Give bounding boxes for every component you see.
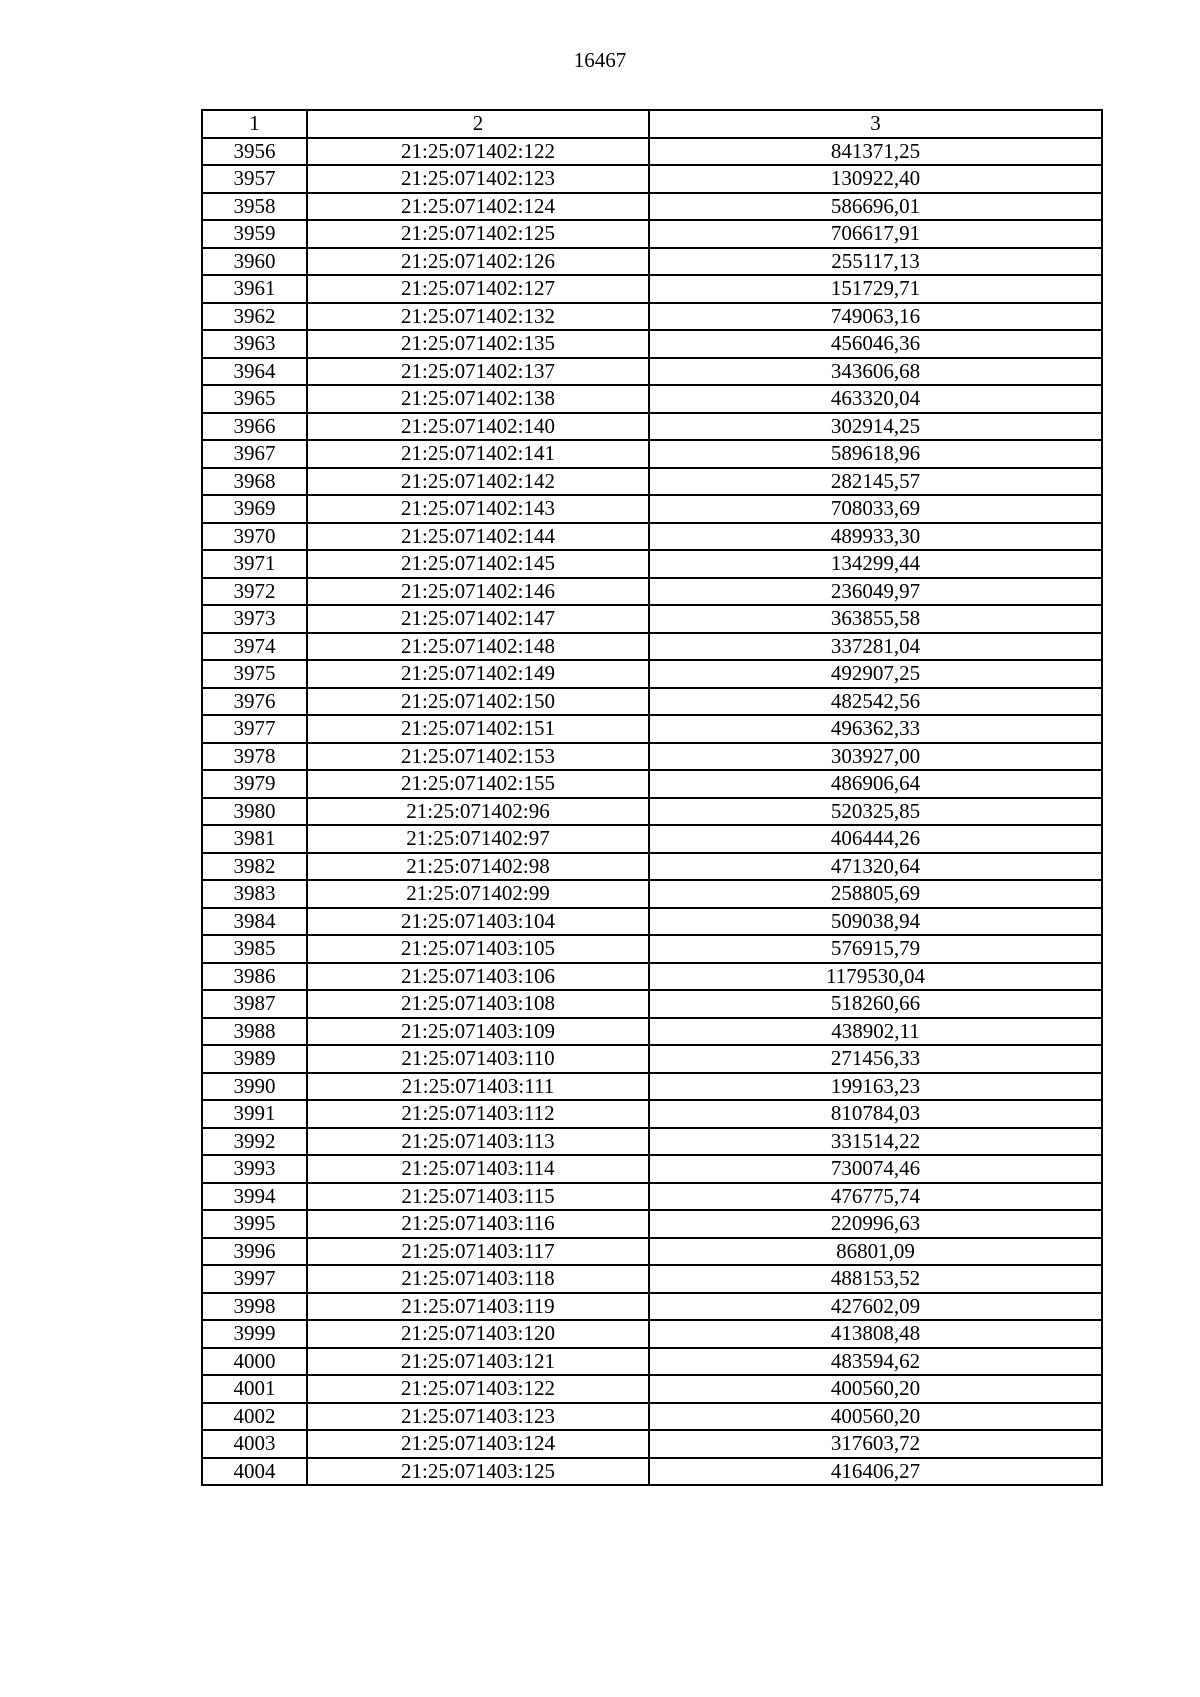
cadastral-number-cell: 21:25:071402:98: [307, 853, 649, 881]
row-number-cell: 3978: [202, 743, 307, 771]
value-cell: 151729,71: [649, 275, 1102, 303]
row-number-cell: 3963: [202, 330, 307, 358]
value-cell: 363855,58: [649, 605, 1102, 633]
row-number-cell: 3991: [202, 1100, 307, 1128]
row-number-cell: 3965: [202, 385, 307, 413]
table-row: [202, 743, 1102, 771]
table-row: [202, 1238, 1102, 1266]
cadastral-number-cell: 21:25:071403:108: [307, 990, 649, 1018]
row-number-cell: 3974: [202, 633, 307, 661]
table-row: [202, 1018, 1102, 1046]
value-cell: 520325,85: [649, 798, 1102, 826]
value-cell: 86801,09: [649, 1238, 1102, 1266]
table-row: [202, 1045, 1102, 1073]
table-row: [202, 1210, 1102, 1238]
row-number-cell: 3995: [202, 1210, 307, 1238]
value-cell: 488153,52: [649, 1265, 1102, 1293]
row-number-cell: 3964: [202, 358, 307, 386]
row-number-cell: 3987: [202, 990, 307, 1018]
row-number-cell: 3967: [202, 440, 307, 468]
table-row: [202, 303, 1102, 331]
cadastral-number-cell: 21:25:071403:117: [307, 1238, 649, 1266]
cadastral-number-cell: 21:25:071402:138: [307, 385, 649, 413]
table-row: [202, 550, 1102, 578]
value-cell: 749063,16: [649, 303, 1102, 331]
row-number-cell: 3983: [202, 880, 307, 908]
row-number-cell: 3957: [202, 165, 307, 193]
cadastral-number-cell: 21:25:071402:135: [307, 330, 649, 358]
cadastral-number-cell: 21:25:071402:127: [307, 275, 649, 303]
row-number-cell: 3985: [202, 935, 307, 963]
value-cell: 841371,25: [649, 138, 1102, 166]
row-number-cell: 4001: [202, 1375, 307, 1403]
table-row: [202, 853, 1102, 881]
table-row: [202, 605, 1102, 633]
table-row: [202, 825, 1102, 853]
cadastral-number-cell: 21:25:071402:151: [307, 715, 649, 743]
cadastral-number-cell: 21:25:071403:104: [307, 908, 649, 936]
cadastral-number-cell: 21:25:071403:123: [307, 1403, 649, 1431]
table-row: [202, 908, 1102, 936]
table-row: [202, 495, 1102, 523]
table-row: [202, 1265, 1102, 1293]
row-number-cell: 3976: [202, 688, 307, 716]
value-cell: 496362,33: [649, 715, 1102, 743]
value-cell: 302914,25: [649, 413, 1102, 441]
row-number-cell: 3962: [202, 303, 307, 331]
table-row: [202, 193, 1102, 221]
cadastral-number-cell: 21:25:071403:106: [307, 963, 649, 991]
value-cell: 400560,20: [649, 1403, 1102, 1431]
cadastral-number-cell: 21:25:071402:150: [307, 688, 649, 716]
value-cell: 456046,36: [649, 330, 1102, 358]
value-cell: 586696,01: [649, 193, 1102, 221]
row-number-cell: 3966: [202, 413, 307, 441]
value-cell: 199163,23: [649, 1073, 1102, 1101]
table-row: [202, 963, 1102, 991]
value-cell: 589618,96: [649, 440, 1102, 468]
row-number-cell: 3956: [202, 138, 307, 166]
table-row: [202, 1375, 1102, 1403]
cadastral-number-cell: 21:25:071403:121: [307, 1348, 649, 1376]
row-number-cell: 3971: [202, 550, 307, 578]
value-cell: 1179530,04: [649, 963, 1102, 991]
row-number-cell: 3982: [202, 853, 307, 881]
value-cell: 303927,00: [649, 743, 1102, 771]
row-number-cell: 3994: [202, 1183, 307, 1211]
cadastral-number-cell: 21:25:071402:146: [307, 578, 649, 606]
value-cell: 438902,11: [649, 1018, 1102, 1046]
value-cell: 255117,13: [649, 248, 1102, 276]
cadastral-number-cell: 21:25:071402:148: [307, 633, 649, 661]
table-row: [202, 1348, 1102, 1376]
row-number-cell: 3992: [202, 1128, 307, 1156]
cadastral-number-cell: 21:25:071402:122: [307, 138, 649, 166]
table-row: [202, 688, 1102, 716]
table-row: [202, 1320, 1102, 1348]
cadastral-number-cell: 21:25:071402:124: [307, 193, 649, 221]
row-number-cell: 3990: [202, 1073, 307, 1101]
cadastral-number-cell: 21:25:071403:112: [307, 1100, 649, 1128]
table-header-row: [202, 110, 1102, 138]
value-cell: 236049,97: [649, 578, 1102, 606]
cadastral-number-cell: 21:25:071402:142: [307, 468, 649, 496]
table-row: [202, 1100, 1102, 1128]
column-header-1: 1: [202, 110, 307, 138]
cadastral-number-cell: 21:25:071402:97: [307, 825, 649, 853]
table-row: [202, 1073, 1102, 1101]
value-cell: 220996,63: [649, 1210, 1102, 1238]
value-cell: 706617,91: [649, 220, 1102, 248]
row-number-cell: 3979: [202, 770, 307, 798]
table-row: [202, 165, 1102, 193]
row-number-cell: 3997: [202, 1265, 307, 1293]
table-row: [202, 715, 1102, 743]
table-row: [202, 1430, 1102, 1458]
cadastral-number-cell: 21:25:071403:105: [307, 935, 649, 963]
page-number: 16467: [573, 48, 627, 72]
cadastral-number-cell: 21:25:071403:109: [307, 1018, 649, 1046]
table-row: [202, 770, 1102, 798]
row-number-cell: 3968: [202, 468, 307, 496]
table-body: [202, 138, 1102, 1486]
value-cell: 258805,69: [649, 880, 1102, 908]
cadastral-number-cell: 21:25:071402:141: [307, 440, 649, 468]
cadastral-number-cell: 21:25:071402:140: [307, 413, 649, 441]
value-cell: 427602,09: [649, 1293, 1102, 1321]
value-cell: 810784,03: [649, 1100, 1102, 1128]
cadastral-number-cell: 21:25:071402:143: [307, 495, 649, 523]
value-cell: 509038,94: [649, 908, 1102, 936]
value-cell: 416406,27: [649, 1458, 1102, 1486]
row-number-cell: 3977: [202, 715, 307, 743]
row-number-cell: 3999: [202, 1320, 307, 1348]
cadastral-number-cell: 21:25:071403:111: [307, 1073, 649, 1101]
cadastral-number-cell: 21:25:071403:116: [307, 1210, 649, 1238]
value-cell: 476775,74: [649, 1183, 1102, 1211]
row-number-cell: 4000: [202, 1348, 307, 1376]
table-row: [202, 138, 1102, 166]
value-cell: 331514,22: [649, 1128, 1102, 1156]
row-number-cell: 4002: [202, 1403, 307, 1431]
row-number-cell: 3970: [202, 523, 307, 551]
cadastral-number-cell: 21:25:071402:132: [307, 303, 649, 331]
value-cell: 282145,57: [649, 468, 1102, 496]
table-row: [202, 1155, 1102, 1183]
row-number-cell: 3989: [202, 1045, 307, 1073]
value-cell: 576915,79: [649, 935, 1102, 963]
table-row: [202, 248, 1102, 276]
cadastral-number-cell: 21:25:071403:115: [307, 1183, 649, 1211]
table-row: [202, 990, 1102, 1018]
cadastral-number-cell: 21:25:071402:123: [307, 165, 649, 193]
row-number-cell: 3980: [202, 798, 307, 826]
value-cell: 730074,46: [649, 1155, 1102, 1183]
table-row: [202, 1183, 1102, 1211]
row-number-cell: 3969: [202, 495, 307, 523]
cadastral-number-cell: 21:25:071402:147: [307, 605, 649, 633]
row-number-cell: 3975: [202, 660, 307, 688]
table-row: [202, 385, 1102, 413]
value-cell: 271456,33: [649, 1045, 1102, 1073]
value-cell: 413808,48: [649, 1320, 1102, 1348]
row-number-cell: 4003: [202, 1430, 307, 1458]
table-row: [202, 1293, 1102, 1321]
table-row: [202, 358, 1102, 386]
table-row: [202, 1458, 1102, 1486]
table-row: [202, 220, 1102, 248]
row-number-cell: 3986: [202, 963, 307, 991]
cadastral-number-cell: 21:25:071402:137: [307, 358, 649, 386]
cadastral-number-cell: 21:25:071402:145: [307, 550, 649, 578]
value-cell: 343606,68: [649, 358, 1102, 386]
cadastral-number-cell: 21:25:071403:118: [307, 1265, 649, 1293]
table-row: [202, 523, 1102, 551]
row-number-cell: 3996: [202, 1238, 307, 1266]
value-cell: 492907,25: [649, 660, 1102, 688]
row-number-cell: 3972: [202, 578, 307, 606]
row-number-cell: 3961: [202, 275, 307, 303]
value-cell: 463320,04: [649, 385, 1102, 413]
cadastral-number-cell: 21:25:071402:153: [307, 743, 649, 771]
table-row: [202, 1403, 1102, 1431]
value-cell: 337281,04: [649, 633, 1102, 661]
table-row: [202, 798, 1102, 826]
row-number-cell: 3998: [202, 1293, 307, 1321]
column-header-2: 2: [307, 110, 649, 138]
cadastral-number-cell: 21:25:071403:119: [307, 1293, 649, 1321]
table-row: [202, 440, 1102, 468]
row-number-cell: 3958: [202, 193, 307, 221]
row-number-cell: 3960: [202, 248, 307, 276]
row-number-cell: 3993: [202, 1155, 307, 1183]
table-row: [202, 660, 1102, 688]
value-cell: 489933,30: [649, 523, 1102, 551]
cadastral-number-cell: 21:25:071403:125: [307, 1458, 649, 1486]
table-row: [202, 413, 1102, 441]
value-cell: 708033,69: [649, 495, 1102, 523]
row-number-cell: 3981: [202, 825, 307, 853]
value-cell: 518260,66: [649, 990, 1102, 1018]
table-row: [202, 578, 1102, 606]
table-row: [202, 633, 1102, 661]
row-number-cell: 3988: [202, 1018, 307, 1046]
value-cell: 406444,26: [649, 825, 1102, 853]
cadastral-number-cell: 21:25:071403:113: [307, 1128, 649, 1156]
table-row: [202, 330, 1102, 358]
cadastral-number-cell: 21:25:071402:155: [307, 770, 649, 798]
cadastral-number-cell: 21:25:071403:122: [307, 1375, 649, 1403]
cadastral-number-cell: 21:25:071403:120: [307, 1320, 649, 1348]
row-number-cell: 3959: [202, 220, 307, 248]
value-cell: 317603,72: [649, 1430, 1102, 1458]
table-row: [202, 1128, 1102, 1156]
value-cell: 134299,44: [649, 550, 1102, 578]
registry-table: [201, 109, 1103, 1486]
cadastral-number-cell: 21:25:071402:144: [307, 523, 649, 551]
row-number-cell: 4004: [202, 1458, 307, 1486]
cadastral-number-cell: 21:25:071403:110: [307, 1045, 649, 1073]
value-cell: 130922,40: [649, 165, 1102, 193]
cadastral-number-cell: 21:25:071402:149: [307, 660, 649, 688]
cadastral-number-cell: 21:25:071402:96: [307, 798, 649, 826]
cadastral-number-cell: 21:25:071402:99: [307, 880, 649, 908]
column-header-3: 3: [649, 110, 1102, 138]
value-cell: 486906,64: [649, 770, 1102, 798]
cadastral-number-cell: 21:25:071402:126: [307, 248, 649, 276]
cadastral-number-cell: 21:25:071403:124: [307, 1430, 649, 1458]
cadastral-number-cell: 21:25:071402:125: [307, 220, 649, 248]
value-cell: 483594,62: [649, 1348, 1102, 1376]
table-row: [202, 880, 1102, 908]
table-row: [202, 468, 1102, 496]
value-cell: 400560,20: [649, 1375, 1102, 1403]
value-cell: 471320,64: [649, 853, 1102, 881]
cadastral-number-cell: 21:25:071403:114: [307, 1155, 649, 1183]
row-number-cell: 3973: [202, 605, 307, 633]
row-number-cell: 3984: [202, 908, 307, 936]
table-row: [202, 275, 1102, 303]
value-cell: 482542,56: [649, 688, 1102, 716]
table-row: [202, 935, 1102, 963]
